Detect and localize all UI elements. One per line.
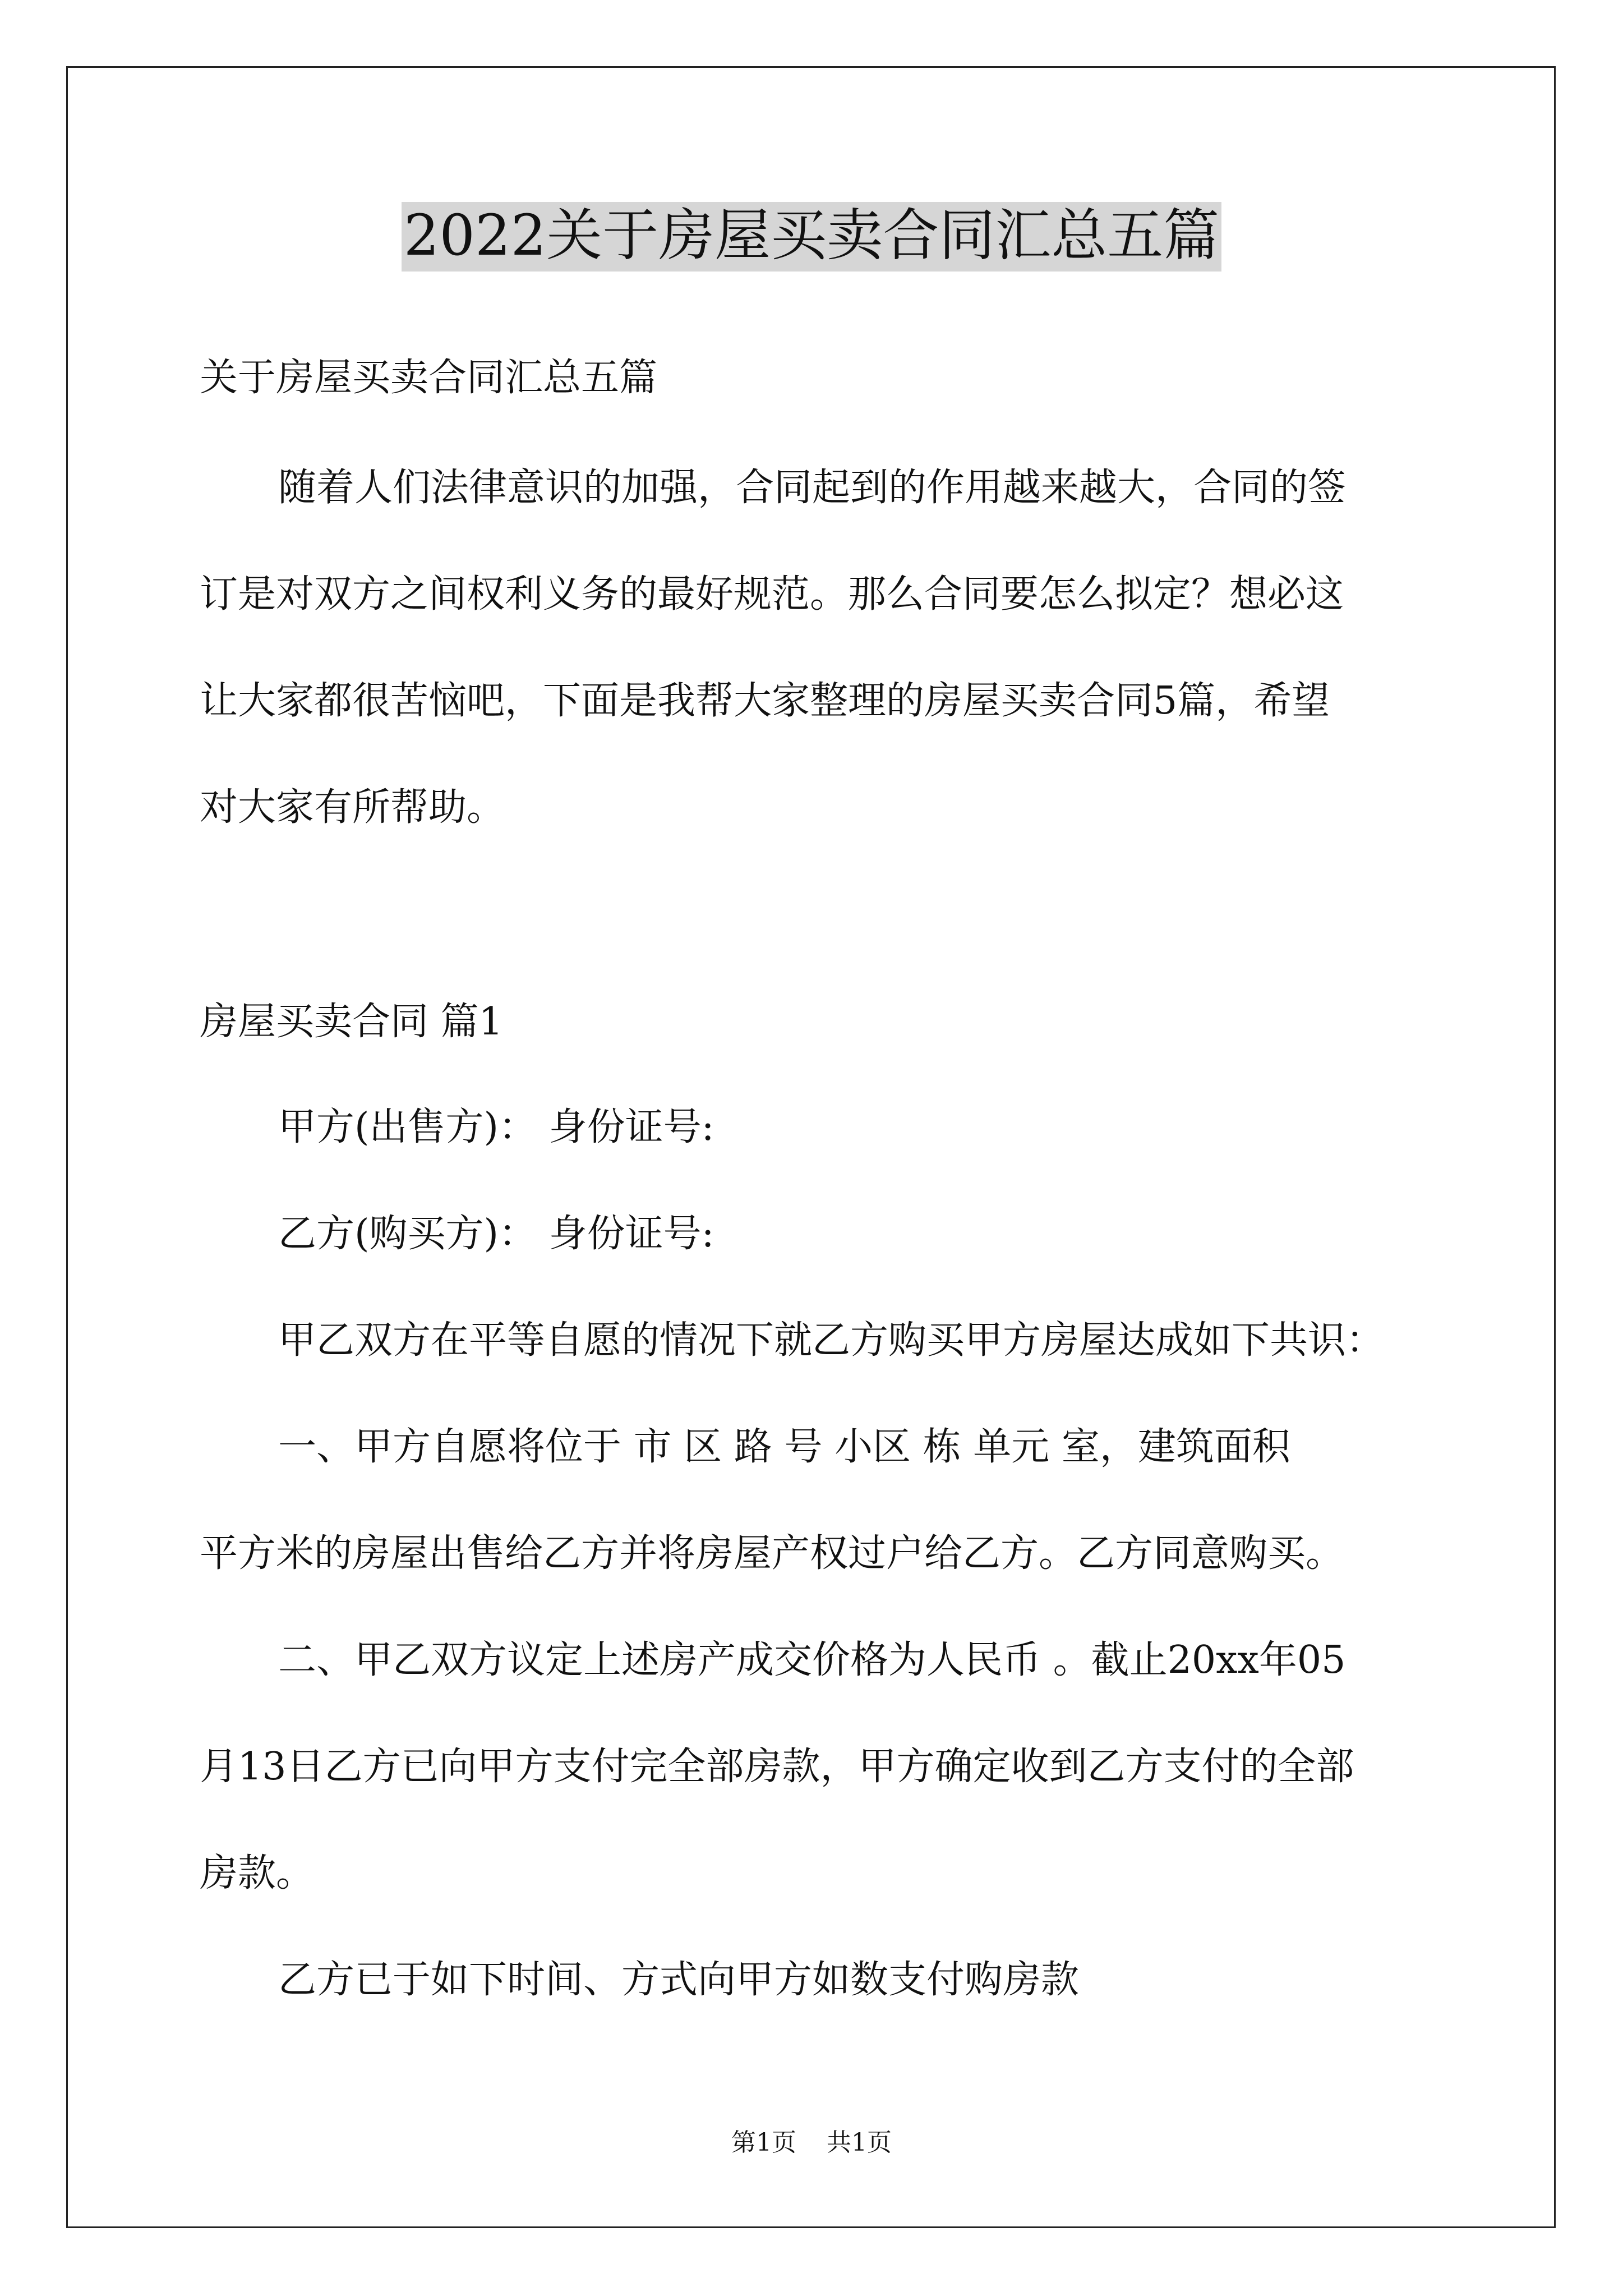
page-number-current: 第1页 <box>731 2128 796 2157</box>
page-footer <box>0 2128 1623 2157</box>
paragraph-line: 让大家都很苦恼吧，下面是我帮大家整理的房屋买卖合同5篇，希望 <box>200 679 1330 723</box>
paragraph-line: 平方米的房屋出售给乙方并将房屋产权过户给乙方。乙方同意购买。 <box>200 1531 1344 1576</box>
paragraph-line: 二、甲乙双方议定上述房产成交价格为人民币 。截止20xx年05 <box>278 1638 1346 1682</box>
document-title <box>0 202 1623 272</box>
paragraph-line: 房款。 <box>200 1851 315 1895</box>
paragraph-line: 乙方已于如下时间、方式向甲方如数支付购房款 <box>278 1958 1080 2002</box>
paragraph-line: 乙方(购买方)： 身份证号: <box>278 1212 714 1256</box>
paragraph-line: 甲乙双方在平等自愿的情况下就乙方购买甲方房屋达成如下共识： <box>278 1318 1385 1363</box>
paragraph-line: 月13日乙方已向甲方支付完全部房款，甲方确定收到乙方支付的全部 <box>200 1745 1354 1789</box>
section-heading: 房屋买卖合同 篇1 <box>200 1000 503 1044</box>
paragraph-line: 甲方(出售方)： 身份证号: <box>278 1105 714 1149</box>
paragraph-line: 随着人们法律意识的加强，合同起到的作用越来越大，合同的签 <box>278 466 1347 510</box>
paragraph-line: 订是对双方之间权利义务的最好规范。那么合同要怎么拟定？想必这 <box>200 572 1344 616</box>
subtitle-line: 关于房屋买卖合同汇总五篇 <box>200 356 658 400</box>
paragraph-line: 一、甲方自愿将位于 市 区 路 号 小区 栋 单元 室，建筑面积 <box>278 1425 1290 1469</box>
document-title-text: 2022关于房屋买卖合同汇总五篇 <box>402 202 1222 272</box>
paragraph-line: 对大家有所帮助。 <box>200 785 505 830</box>
page-number-total: 共1页 <box>827 2128 892 2157</box>
